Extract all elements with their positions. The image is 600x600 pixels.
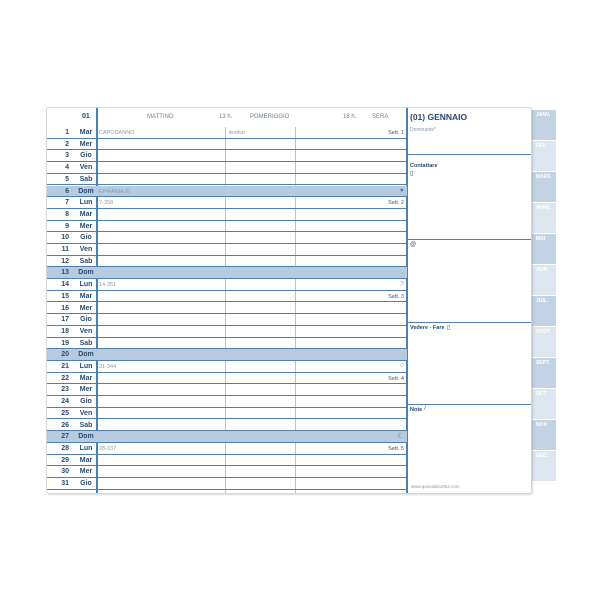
weekday-label: Mar bbox=[79, 292, 93, 300]
day-number: 7 bbox=[65, 199, 69, 207]
day-note: CAPODANNO bbox=[99, 130, 135, 136]
day-number: 1 bbox=[65, 129, 69, 136]
day-row[interactable] bbox=[47, 443, 407, 455]
day-row[interactable] bbox=[47, 174, 407, 186]
month-tab[interactable]: JANV. bbox=[520, 110, 556, 140]
day-row[interactable] bbox=[47, 455, 407, 467]
website-url: www.quovadis1954.com bbox=[411, 484, 460, 489]
day-row[interactable] bbox=[47, 162, 407, 174]
weekday-label: Ven bbox=[79, 327, 93, 335]
column-header bbox=[47, 108, 407, 127]
weekday-label: Sab bbox=[79, 175, 93, 183]
weekday-label: Lun bbox=[79, 199, 93, 207]
separator bbox=[407, 404, 532, 405]
clipboard-icon: ▯ bbox=[447, 325, 451, 331]
day-row[interactable] bbox=[47, 349, 407, 361]
header-18h: 18 h. bbox=[343, 114, 357, 120]
header-mattino: MATTINO bbox=[147, 114, 174, 120]
month-tab[interactable]: JUIL. bbox=[520, 296, 556, 326]
month-tab[interactable]: MARS bbox=[520, 172, 556, 202]
day-row[interactable] bbox=[47, 431, 407, 443]
day-note: EPIFANIA (f) bbox=[99, 188, 131, 195]
day-number: 3 bbox=[65, 152, 69, 160]
day-number: 8 bbox=[65, 210, 69, 218]
month-tab[interactable]: AVRIL bbox=[520, 203, 556, 233]
day-row[interactable] bbox=[47, 150, 407, 162]
weekday-label: Dom bbox=[78, 351, 94, 359]
day-row[interactable] bbox=[47, 314, 407, 326]
day-number: 31 bbox=[61, 480, 69, 487]
day-note: 14-351 bbox=[99, 282, 117, 289]
day-row[interactable] bbox=[47, 420, 407, 432]
dominante-label: Dominante* bbox=[410, 127, 437, 133]
day-row[interactable] bbox=[47, 478, 407, 490]
month-tab[interactable]: FÉV. bbox=[520, 141, 556, 171]
month-tab[interactable]: AOÛT bbox=[520, 327, 556, 357]
day-number: 16 bbox=[61, 304, 69, 312]
day-number: 21 bbox=[61, 363, 69, 370]
phone-icon: ▯ bbox=[410, 171, 414, 177]
month-title: (01) GENNAIO bbox=[410, 112, 468, 122]
day-row[interactable] bbox=[47, 186, 407, 198]
day-row[interactable] bbox=[47, 197, 407, 209]
day-number: 25 bbox=[61, 409, 69, 417]
moon-phase-icon: ☾ bbox=[397, 433, 404, 441]
weekday-label: Ven bbox=[79, 409, 93, 417]
day-row[interactable] bbox=[47, 361, 407, 373]
day-note: 21-344 bbox=[99, 364, 117, 370]
day-note: 28-337 bbox=[99, 445, 117, 452]
day-number: 13 bbox=[61, 269, 69, 277]
weekday-label: Sab bbox=[79, 421, 93, 429]
week-label: Sett. 2 bbox=[388, 200, 404, 207]
weekday-label: Mar bbox=[79, 374, 93, 382]
month-tab[interactable]: SEPT. bbox=[520, 358, 556, 388]
at-icon: @ bbox=[410, 242, 417, 248]
moon-phase-icon: ☽ bbox=[397, 281, 404, 289]
weekday-label: Mer bbox=[79, 304, 93, 312]
weekday-label: Gio bbox=[80, 234, 92, 242]
weekday-label: Mer bbox=[79, 222, 93, 230]
weekday-label: Mer bbox=[79, 140, 93, 148]
day-number: 28 bbox=[61, 444, 69, 452]
weekday-label: Sab bbox=[79, 339, 93, 347]
weekday-label: Mer bbox=[79, 468, 93, 476]
weekday-label: Gio bbox=[80, 152, 92, 160]
day-number: 18 bbox=[61, 327, 69, 335]
day-row[interactable] bbox=[47, 209, 407, 221]
day-number: 9 bbox=[65, 222, 69, 230]
day-row[interactable] bbox=[47, 267, 407, 279]
weekday-label: Dom bbox=[78, 187, 94, 195]
day-row[interactable] bbox=[47, 127, 407, 139]
weekday-label: Lun bbox=[79, 363, 93, 370]
day-number: 29 bbox=[61, 456, 69, 464]
day-number: 24 bbox=[61, 398, 69, 406]
header-13h: 13 h. bbox=[219, 114, 233, 120]
moon-phase-icon: ○ bbox=[399, 362, 404, 369]
day-number: 2 bbox=[65, 140, 69, 148]
day-row[interactable] bbox=[47, 408, 407, 420]
day-note: 7-358 bbox=[99, 200, 114, 207]
day-row[interactable] bbox=[47, 256, 407, 268]
day-number: 14 bbox=[61, 281, 69, 289]
weekday-label: Ven bbox=[79, 164, 93, 172]
day-row[interactable] bbox=[47, 326, 407, 338]
week-label: Sett. 1 bbox=[388, 130, 404, 136]
day-number: 6 bbox=[65, 187, 69, 195]
day-number: 5 bbox=[65, 175, 69, 183]
weekday-label: Mar bbox=[79, 129, 93, 136]
weekday-label: Gio bbox=[80, 398, 92, 406]
day-row[interactable] bbox=[47, 303, 407, 315]
day-number: 30 bbox=[61, 468, 69, 476]
day-row[interactable] bbox=[47, 244, 407, 256]
planner-page bbox=[46, 107, 532, 494]
day-row[interactable] bbox=[47, 338, 407, 350]
month-number: 01 bbox=[82, 113, 90, 120]
weekday-label: Dom bbox=[78, 433, 94, 441]
day-number: 26 bbox=[61, 421, 69, 429]
day-number: 20 bbox=[61, 351, 69, 359]
day-number: 4 bbox=[65, 164, 69, 172]
month-tab[interactable]: MAI bbox=[520, 234, 556, 264]
day-number: 15 bbox=[61, 292, 69, 300]
week-label: Sett. 3 bbox=[388, 293, 404, 300]
day-number: 22 bbox=[61, 374, 69, 382]
weekday-label: Mer bbox=[79, 386, 93, 394]
header-pomeriggio: POMERIGGIO bbox=[250, 114, 290, 120]
day-number: 17 bbox=[61, 316, 69, 324]
afternoon-note: festivo bbox=[229, 130, 245, 136]
day-row[interactable] bbox=[47, 221, 407, 233]
day-row[interactable] bbox=[47, 232, 407, 244]
weekday-label: Lun bbox=[79, 281, 93, 289]
month-tab[interactable]: NOV. bbox=[520, 420, 556, 450]
day-row[interactable] bbox=[47, 384, 407, 396]
day-number: 27 bbox=[61, 433, 69, 441]
weekday-label: Lun bbox=[79, 444, 93, 452]
weekday-label: Gio bbox=[80, 480, 92, 487]
moon-phase-icon: ● bbox=[399, 186, 404, 194]
week-label: Sett. 5 bbox=[388, 445, 404, 452]
month-tab[interactable]: DÉC. bbox=[520, 451, 556, 481]
weekday-label: Mar bbox=[79, 456, 93, 464]
month-tab[interactable]: JUIN bbox=[520, 265, 556, 295]
day-number: 11 bbox=[61, 246, 69, 253]
day-row[interactable] bbox=[47, 291, 407, 303]
separator bbox=[407, 154, 532, 155]
week-label: Sett. 4 bbox=[388, 375, 404, 382]
day-row[interactable] bbox=[47, 279, 407, 291]
separator bbox=[407, 239, 532, 240]
day-number: 19 bbox=[61, 339, 69, 347]
header-sera: SERA bbox=[372, 114, 389, 120]
month-tab[interactable]: OCT. bbox=[520, 389, 556, 419]
weekday-label: Mar bbox=[79, 210, 93, 218]
weekday-label: Dom bbox=[78, 269, 94, 277]
month-panel bbox=[407, 108, 532, 494]
weekday-label: Sab bbox=[79, 257, 93, 265]
day-number: 23 bbox=[61, 386, 69, 394]
pen-icon: / bbox=[424, 406, 426, 412]
separator bbox=[407, 322, 532, 323]
vedere-fare-label: Vedere - Fare bbox=[410, 325, 445, 331]
day-row[interactable] bbox=[47, 139, 407, 151]
day-row[interactable] bbox=[47, 373, 407, 385]
weekday-label: Gio bbox=[80, 316, 92, 324]
day-number: 10 bbox=[61, 234, 69, 242]
day-row[interactable] bbox=[47, 396, 407, 408]
contattare-label: Contattare bbox=[410, 163, 438, 169]
weekday-label: Ven bbox=[79, 246, 93, 253]
note-label: Note bbox=[410, 407, 423, 413]
day-row[interactable] bbox=[47, 466, 407, 478]
day-number: 12 bbox=[61, 257, 69, 265]
